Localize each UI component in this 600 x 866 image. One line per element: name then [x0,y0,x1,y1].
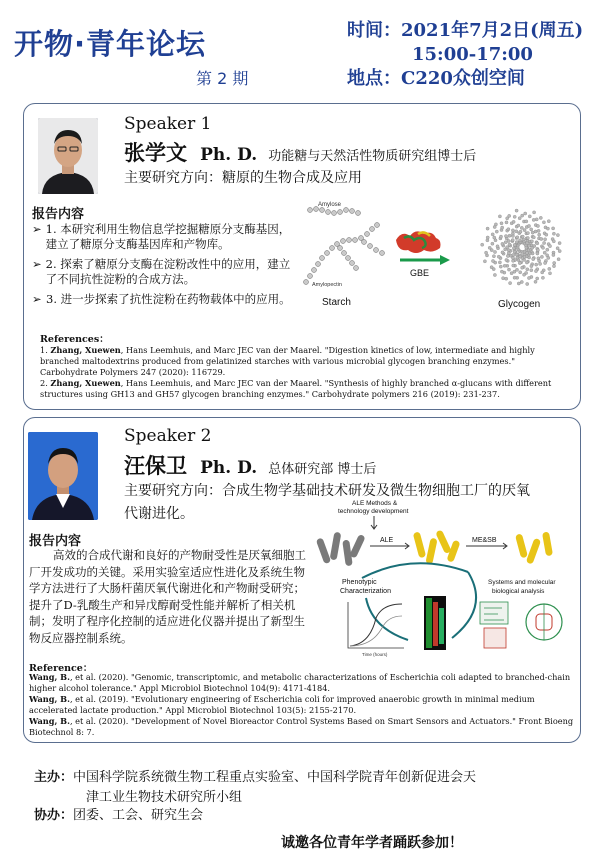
speaker2-research-line1: 主要研究方向：合成生物学基础技术研发及微生物细胞工厂的厌氧 [124,483,530,499]
gbe-label: GBE [410,268,430,278]
glycogen-unit [515,209,518,212]
arrow-icon: ➢ [32,222,42,236]
reference-item: Wang, B., et al. (2020). "Development of Novel Bioreactor Control Systems Based on Smart Sensors and Actuators." Front Bioeng Biotechnol 8: 7. [29,716,574,737]
glycogen-unit [492,255,495,258]
glycogen-unit [552,227,555,230]
glycogen-unit [496,245,499,248]
co-organizers: 团委、工会、研究生会 [73,808,204,823]
glycogen-unit [498,215,501,218]
glycogen-unit [497,255,500,258]
glycogen-unit [537,229,540,232]
ale-cycle-diagram [312,498,576,658]
glycogen-unit [523,229,526,232]
arrow-icon: ➢ [32,257,42,271]
glycogen-unit [535,263,538,266]
speaker1-items [32,222,294,307]
event-time: 15:00-17:00 [412,44,533,65]
host-label: 主办： [34,770,74,785]
glycogen-unit [501,242,504,245]
glycogen-unit [546,227,549,230]
glycogen-unit [523,273,526,276]
glycogen-unit [500,222,503,225]
cell-diagram-icon [526,604,562,640]
glycogen-unit [493,250,496,253]
glycogen-unit [530,228,533,231]
glycogen-unit [552,232,555,235]
glycogen-unit [531,252,534,255]
glycogen-icon [481,209,562,286]
glycogen-unit [526,232,529,235]
page-title: 开物·青年论坛 [14,27,207,61]
glycogen-unit [510,272,513,275]
glycogen-unit [507,268,510,271]
pathway-icon [480,602,508,648]
amylose-label: Amylose [318,202,342,208]
glycogen-unit [526,236,529,239]
speaker2-figure [312,498,576,658]
glycogen-unit [530,265,533,268]
glycogen-unit [535,218,538,221]
speaker1-report-title: 报告内容 [32,207,85,222]
event-place: C220众创空间 [401,68,525,89]
glycogen-unit [525,261,528,264]
place-block [347,68,525,90]
glycogen-unit [547,256,550,259]
speaker1-photo [38,118,98,194]
glycogen-unit [521,214,524,217]
glycogen-unit [541,276,544,279]
glycogen-unit [531,231,534,234]
bacteria-yellow-icon-2 [515,531,553,564]
glycogen-unit [532,236,535,239]
reference-item: 1. Zhang, Xuewen, Hans Leemhuis, and Marc JEC van der Maarel. "Digestion kinetics of low, intermediate and highly branched maltodextrins produced from gelatinized starches with various microbial glycogen branching enzymes." Carbohydrate Polymers 247 (2020): 116729. [40,345,535,377]
glycogen-unit [533,211,536,214]
phenotypic-label: Phenotypic [342,579,377,586]
arrow-head-icon [440,255,450,265]
event-date: 2021年7月2日(周五) [401,20,584,41]
glycogen-unit [493,236,496,239]
speaker1-research: 主要研究方向：糖原的生物合成及应用 [124,170,362,186]
glycogen-unit [486,236,489,239]
glycogen-unit [499,265,502,268]
glycogen-unit [541,246,544,249]
glycogen-unit [542,221,545,224]
glycogen-unit [512,264,515,267]
glycogen-unit [512,259,515,262]
glycogen-unit [519,271,522,274]
reference-item: Wang, B., et al. (2020). "Genomic, transcriptomic, and metabolic characterizations of Escherichia coli adapted to branched-chain higher alcohol tolerance." Appl Microbiol Biotechnol 104(9): 4171-4184. [29,672,571,693]
glycogen-unit [525,246,528,249]
glycogen-unit [518,262,521,265]
glycogen-unit [485,251,488,254]
glycogen-unit [534,280,537,283]
glycogen-unit [538,233,541,236]
glycogen-unit [552,265,555,268]
speaker2-references-title: Reference： [29,663,93,674]
biological-label: biological analysis [492,588,545,595]
glycogen-unit [499,235,502,238]
glycogen-unit [491,259,494,262]
glycogen-unit [513,215,516,218]
glycogen-unit [502,277,505,280]
time-block [347,20,583,42]
place-label: 地点： [347,68,401,89]
glycogen-unit [528,215,531,218]
glycogen-unit [516,256,519,259]
glycogen-unit [534,230,537,233]
gbe-protein-icon [396,231,441,253]
glycogen-unit [525,220,528,223]
glycogen-unit [544,261,547,264]
glycogen-unit [543,241,546,244]
glycogen-unit [536,252,539,255]
glycogen-unit [481,243,484,246]
glycogen-unit [527,276,530,279]
characterization-label: Characterization [340,588,391,595]
glycogen-unit [556,234,559,237]
host-row [34,768,590,788]
bacteria-yellow-icon [413,529,461,564]
glycogen-unit [503,264,506,267]
glycogen-unit [508,234,511,237]
glycogen-unit [538,259,541,262]
glycogen-unit [543,251,546,254]
speaker2-report-title: 报告内容 [29,534,82,549]
time-label: 时间： [347,20,401,41]
glycogen-unit [494,223,497,226]
glycogen-unit [491,233,494,236]
speaker2-heading [124,450,376,480]
glycogen-unit [513,276,516,279]
glycogen-unit [501,251,504,254]
host-line2: 津工业生物技术研究所小组 [86,790,243,805]
glycogen-unit [553,261,556,264]
time-axis-label: Time (hours) [362,652,388,657]
glycogen-unit [548,267,551,270]
ale-label: ALE [380,537,394,544]
speaker1-references [40,345,570,400]
speaker1-card [23,103,581,410]
growth-curve-icon [348,602,404,657]
glycogen-unit [536,224,539,227]
glycogen-unit [541,271,544,274]
glycogen-unit [518,217,521,220]
glycogen-unit [526,268,529,271]
amylopectin-label: Amylopectin [312,282,342,288]
glycogen-unit [534,270,537,273]
tech-dev-label: technology development [338,508,409,515]
speaker1-heading [124,137,476,167]
glycogen-unit [520,280,523,283]
glycogen-unit [515,230,518,233]
glycogen-unit [509,282,512,285]
bacteria-gray-icon [316,532,366,567]
glycogen-unit [532,258,535,261]
speaker1-label: Speaker 1 [124,114,212,134]
glycogen-unit [521,266,524,269]
speaker1-figure [300,198,572,316]
ale-methods-label: ALE Methods & [352,500,398,507]
glycogen-unit [548,245,551,248]
glycogen-unit [539,216,542,219]
starch-glycogen-diagram [300,198,572,316]
co-label: 协办： [34,808,74,823]
glycogen-unit [486,227,489,230]
list-item: ➢ 2. 探索了糖原分支酶在淀粉改性中的应用，建立了不同抗性淀粉的合成方法。 [32,257,291,286]
speaker1-references-title: References： [40,334,109,345]
speaker2-affiliation: 总体研究部 博士后 [268,462,377,477]
glycogen-unit [498,261,501,264]
host-line1: 中国科学院系统微生物工程重点实验室、中国科学院青年创新促进会天 [73,770,477,785]
glycogen-unit [517,282,520,285]
glycogen-unit [546,248,549,251]
glycogen-unit [539,262,542,265]
glycogen-unit [547,220,550,223]
glycogen-unit [545,233,548,236]
glycogen-unit [508,243,511,246]
issue-number: 第 2 期 [196,69,249,88]
glycogen-unit [506,246,509,249]
glycogen-unit [501,226,504,229]
glycogen-unit [505,258,508,261]
glycogen-unit [495,230,498,233]
glycogen-unit [512,220,515,223]
speaker1-name: 张学文 [124,140,187,165]
glycogen-unit [536,277,539,280]
glycogen-unit [524,212,527,215]
glycogen-unit [517,224,520,227]
glycogen-unit [483,260,486,263]
glycogen-unit [490,266,493,269]
list-item: ➢ 1. 本研究利用生物信息学挖掘糖原分支酶基因，建立了糖原分支酶基因库和产物库。 [32,222,291,251]
glycogen-unit [519,230,522,233]
glycogen-unit [516,236,519,239]
glycogen-unit [488,246,491,249]
mesb-label: ME&SB [472,537,497,544]
glycogen-unit [526,282,529,285]
heatmap-icon [424,596,446,650]
glycogen-unit [557,258,560,261]
glycogen-unit [493,273,496,276]
glycogen-unit [536,242,539,245]
glycogen-unit [491,242,494,245]
speaker1-degree: Ph. D. [200,145,258,165]
glycogen-unit [536,249,539,252]
glycogen-label: Glycogen [498,299,541,310]
speaker2-photo [28,432,98,520]
speaker2-degree: Ph. D. [200,458,258,478]
reference-item: 2. Zhang, Xuewen, Hans Leemhuis, and Marc JEC van der Maarel. "Synthesis of highly branched α-glucans with different structures using GH13 and GH57 glycogen branching enzymes." Carbohydrate polymers 216 (2019): 231-237. [40,378,552,399]
speaker2-references [29,672,574,738]
glycogen-unit [540,237,543,240]
systems-label: Systems and molecular [488,579,556,586]
glycogen-unit [507,249,510,252]
speaker2-card [23,417,581,743]
speaker2-label: Speaker 2 [124,426,212,446]
glycogen-unit [530,269,533,272]
glycogen-unit [511,232,514,235]
glycogen-unit [548,272,551,275]
list-item: ➢ 3. 进一步探索了抗性淀粉在药物载体中的应用。 [32,292,291,306]
glycogen-unit [521,235,524,238]
glycogen-unit [507,228,510,231]
glycogen-unit [505,277,508,280]
glycogen-unit [527,224,530,227]
glycogen-unit [505,221,508,224]
glycogen-unit [540,255,543,258]
glycogen-unit [500,270,503,273]
glycogen-unit [508,214,511,217]
speaker2-research-line2: 代谢进化。 [124,506,194,522]
glycogen-unit [558,250,561,253]
glycogen-unit [544,238,547,241]
arrow-icon: ➢ [32,292,42,306]
reference-item: Wang, B., et al. (2019). "Evolutionary engineering of Escherichia coli for improved anaerobic growth in minimal medium accelerated lactate production." Appl Microbiol Biotechnol 103(5): 2155-2170. [29,694,535,715]
co-row [34,806,203,826]
glycogen-unit [520,226,523,229]
glycogen-unit [558,242,561,245]
speaker1-affiliation: 功能糖与天然活性物质研究组博士后 [268,149,477,164]
starch-label: Starch [322,297,351,308]
glycogen-unit [532,218,535,221]
invitation: 诚邀各位青年学者踊跃参加！ [281,835,463,851]
glycogen-unit [504,235,507,238]
glycogen-unit [556,247,559,250]
glycogen-unit [531,246,534,249]
speaker2-name: 汪保卫 [124,453,187,478]
glycogen-unit [504,241,507,244]
glycogen-unit [552,253,555,256]
glycogen-unit [511,229,514,232]
glycogen-unit [552,240,555,243]
speaker2-report-body: 高效的合成代谢和良好的产物耐受性是厌氧细胞工厂开发成功的关键。采用实验室适应性进化及系统生物学方法进行了大肠杆菌厌氧代谢进化和产物耐受研究；提升了D-乳酸生产和异戊醇耐受性能并解析了相关机制；发明了程序化控制的适应进化仪器并提出了新型生物反应器控制系统。 [29,548,306,645]
glycogen-unit [511,239,514,242]
